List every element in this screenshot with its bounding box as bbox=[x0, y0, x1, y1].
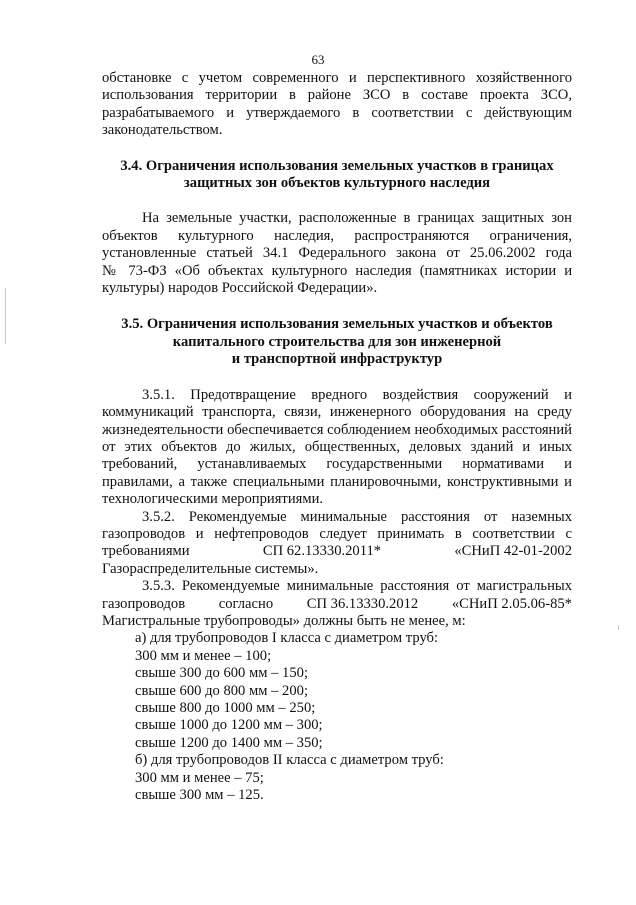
text-line: № 73-ФЗ «Об объектах культурного наследия (памятниках истории и bbox=[102, 262, 572, 279]
heading-line: и транспортной инфраструктур bbox=[231, 351, 443, 368]
text-line: объектов культурного наследия, распространяются ограничения, bbox=[102, 227, 572, 244]
text-line: использования территории в районе ЗСО в составе проекта ЗСО, bbox=[102, 87, 572, 104]
clause-3-5-3 bbox=[102, 578, 572, 630]
text-line: Газораспределительные системы». bbox=[102, 560, 319, 577]
list-item: свыше 300 до 600 мм – 150; bbox=[135, 665, 308, 682]
text-line: жизнедеятельности обеспечивается соблюдением необходимых расстояний bbox=[102, 421, 572, 438]
list-item: свыше 800 до 1000 мм – 250; bbox=[135, 700, 316, 716]
text-fragment: требованиями bbox=[102, 543, 190, 560]
text-line: коммуникаций транспорта, связи, инженерного оборудования на среду bbox=[102, 404, 572, 421]
intro-paragraph bbox=[102, 70, 572, 140]
norm-reference: «СНиП 42-01-2002 bbox=[454, 543, 572, 560]
text-line: обстановке с учетом современного и перспективного хозяйственного bbox=[102, 70, 572, 86]
text-line: разрабатываемого и утверждаемого в соответствии с действующим bbox=[102, 104, 572, 121]
heading-line: защитных зон объектов культурного наследия bbox=[183, 175, 491, 192]
text-line: 3.5.1. Предотвращение вредного воздействия сооружений и bbox=[142, 386, 572, 403]
clause-3-5-2 bbox=[102, 509, 572, 579]
page-body bbox=[102, 70, 572, 804]
page-number: 63 bbox=[311, 52, 325, 67]
text-line: 3.5.3. Рекомендуемые минимальные расстояния от магистральных bbox=[142, 578, 572, 595]
distance-list bbox=[102, 630, 572, 804]
list-item: свыше 1000 до 1200 мм – 300; bbox=[135, 717, 323, 734]
norm-reference: «СНиП 2.05.06-85* bbox=[451, 595, 572, 612]
norm-reference: СП 36.13330.2012 bbox=[306, 595, 419, 612]
clause-3-5-1 bbox=[102, 387, 572, 509]
norm-reference: СП 62.13330.2011* bbox=[262, 543, 382, 560]
list-item: свыше 300 мм – 125. bbox=[135, 787, 264, 804]
text-line: правилами, а также специальными планировочными, конструктивными и bbox=[102, 473, 572, 490]
heading-line: капитального строительства для зон инженерной bbox=[172, 333, 502, 350]
section-3-4-paragraph bbox=[102, 210, 572, 297]
text-line: от этих объектов до жилых, общественных, деловых зданий и иных bbox=[102, 438, 572, 455]
scan-margin-mark bbox=[5, 288, 6, 344]
text-line: Магистральные трубопроводы» должны быть не менее, м: bbox=[102, 612, 466, 629]
text-line: технологическими мероприятиями. bbox=[102, 491, 324, 508]
text-fragment: газопроводов bbox=[102, 595, 186, 612]
list-item: б) для трубопроводов II класса с диаметром труб: bbox=[135, 752, 444, 769]
list-item: свыше 1200 до 1400 мм – 350; bbox=[135, 734, 323, 751]
list-item: 300 мм и менее – 100; bbox=[135, 647, 272, 664]
text-line: 3.5.2. Рекомендуемые минимальные расстояния от наземных bbox=[142, 508, 572, 525]
heading-line: 3.4. Ограничения использования земельных участков в границах bbox=[120, 157, 554, 174]
normative-reference-row bbox=[102, 596, 572, 613]
list-item: 300 мм и менее – 75; bbox=[135, 769, 264, 786]
normative-reference-row bbox=[102, 543, 572, 560]
section-3-5-heading bbox=[102, 316, 572, 368]
heading-line: 3.5. Ограничения использования земельных участков и объектов bbox=[121, 316, 553, 333]
list-item: а) для трубопроводов I класса с диаметром труб: bbox=[135, 630, 439, 647]
text-line: культуры) народов Российской Федерации». bbox=[102, 280, 378, 297]
list-item: свыше 600 до 800 мм – 200; bbox=[135, 682, 308, 699]
text-line: законодательством. bbox=[102, 122, 223, 139]
text-line: установленные статьей 34.1 Федерального закона от 25.06.2002 года bbox=[102, 245, 572, 262]
section-3-4-heading bbox=[102, 158, 572, 193]
text-line: На земельные участки, расположенные в границах защитных зон bbox=[142, 210, 572, 227]
scan-margin-mark bbox=[618, 625, 619, 630]
text-line: требований, устанавливаемых государственными нормативами и bbox=[102, 456, 572, 473]
text-fragment: согласно bbox=[218, 595, 274, 612]
text-line: газопроводов и нефтепроводов следует принимать в соответствии с bbox=[102, 525, 572, 542]
